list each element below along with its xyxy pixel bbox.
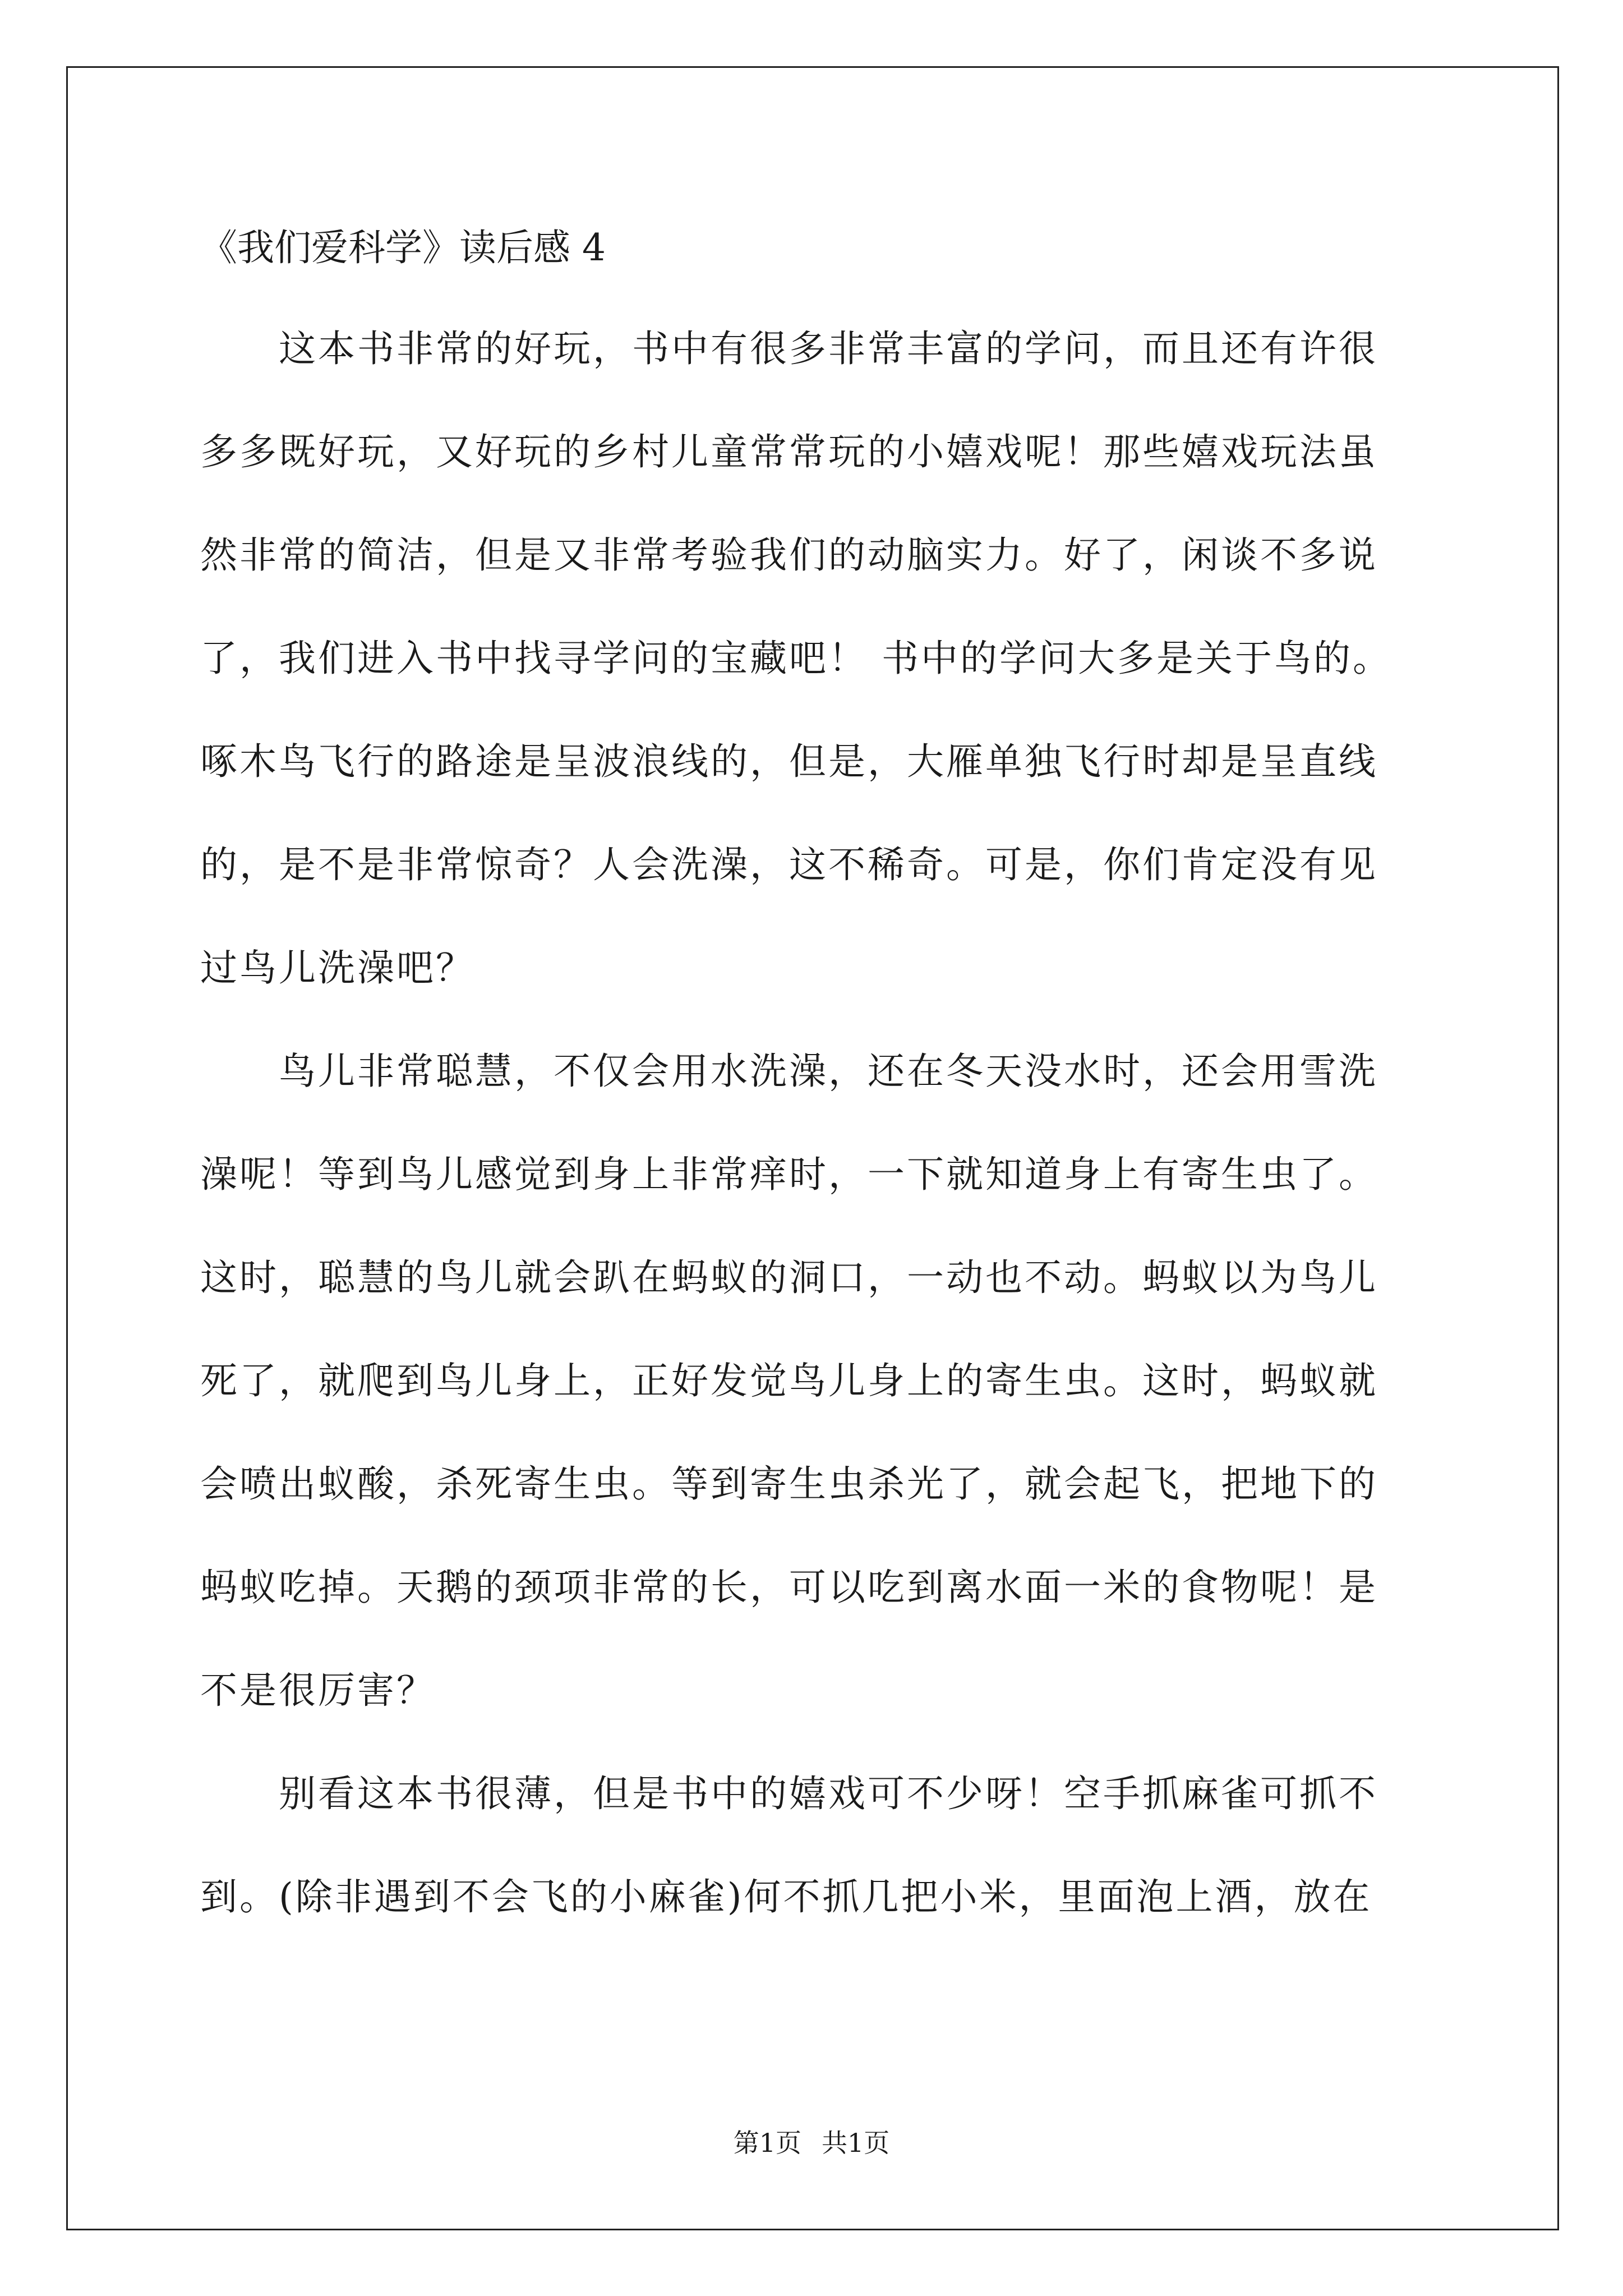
- page-total: 共1页: [822, 2128, 890, 2158]
- paragraph-line: 不是很厉害？: [200, 1669, 436, 1712]
- paragraph-line: 这本书非常的好玩，书中有很多非常丰富的学问，而且还有许很: [279, 327, 1378, 370]
- paragraph-line: 鸟儿非常聪慧，不仅会用水洗澡，还在冬天没水时，还会用雪洗: [279, 1050, 1378, 1093]
- paragraph-line: 死了，就爬到鸟儿身上，正好发觉鸟儿身上的寄生虫。这时，蚂蚁就: [200, 1359, 1378, 1402]
- paragraph-line: 这时，聪慧的鸟儿就会趴在蚂蚁的洞口，一动也不动。蚂蚁以为鸟儿: [200, 1256, 1378, 1299]
- page-footer: [0, 2126, 1623, 2160]
- paragraph-line: 了，我们进入书中找寻学问的宝藏吧！ 书中的学问大多是关于鸟的。: [200, 637, 1392, 680]
- paragraph-line: 澡呢！等到鸟儿感觉到身上非常痒时，一下就知道身上有寄生虫了。: [200, 1153, 1378, 1196]
- paragraph-line: 的，是不是非常惊奇？人会洗澡，这不稀奇。可是，你们肯定没有见: [200, 843, 1378, 886]
- paragraph-line: 别看这本书很薄，但是书中的嬉戏可不少呀！空手抓麻雀可抓不: [279, 1772, 1378, 1815]
- paragraph-line: 会喷出蚁酸，杀死寄生虫。等到寄生虫杀光了，就会起飞，把地下的: [200, 1462, 1378, 1506]
- paragraph-line: 过鸟儿洗澡吧？: [200, 946, 475, 990]
- document-body: [200, 297, 1456, 1949]
- paragraph-line: 蚂蚁吃掉。天鹅的颈项非常的长，可以吃到离水面一米的食物呢！是: [200, 1566, 1378, 1609]
- paragraph-line: 多多既好玩，又好玩的乡村儿童常常玩的小嬉戏呢！那些嬉戏玩法虽: [200, 430, 1378, 473]
- document-title: 《我们爱科学》读后感 4: [200, 226, 606, 269]
- paragraph-line: 然非常的简洁，但是又非常考验我们的动脑实力。好了，闲谈不多说: [200, 533, 1378, 577]
- paragraph-line: 到。(除非遇到不会飞的小麻雀)何不抓几把小米，里面泡上酒，放在: [200, 1875, 1372, 1918]
- paragraph-line: 啄木鸟飞行的路途是呈波浪线的，但是，大雁单独飞行时却是呈直线: [200, 740, 1378, 783]
- page-number: 第1页: [733, 2128, 801, 2158]
